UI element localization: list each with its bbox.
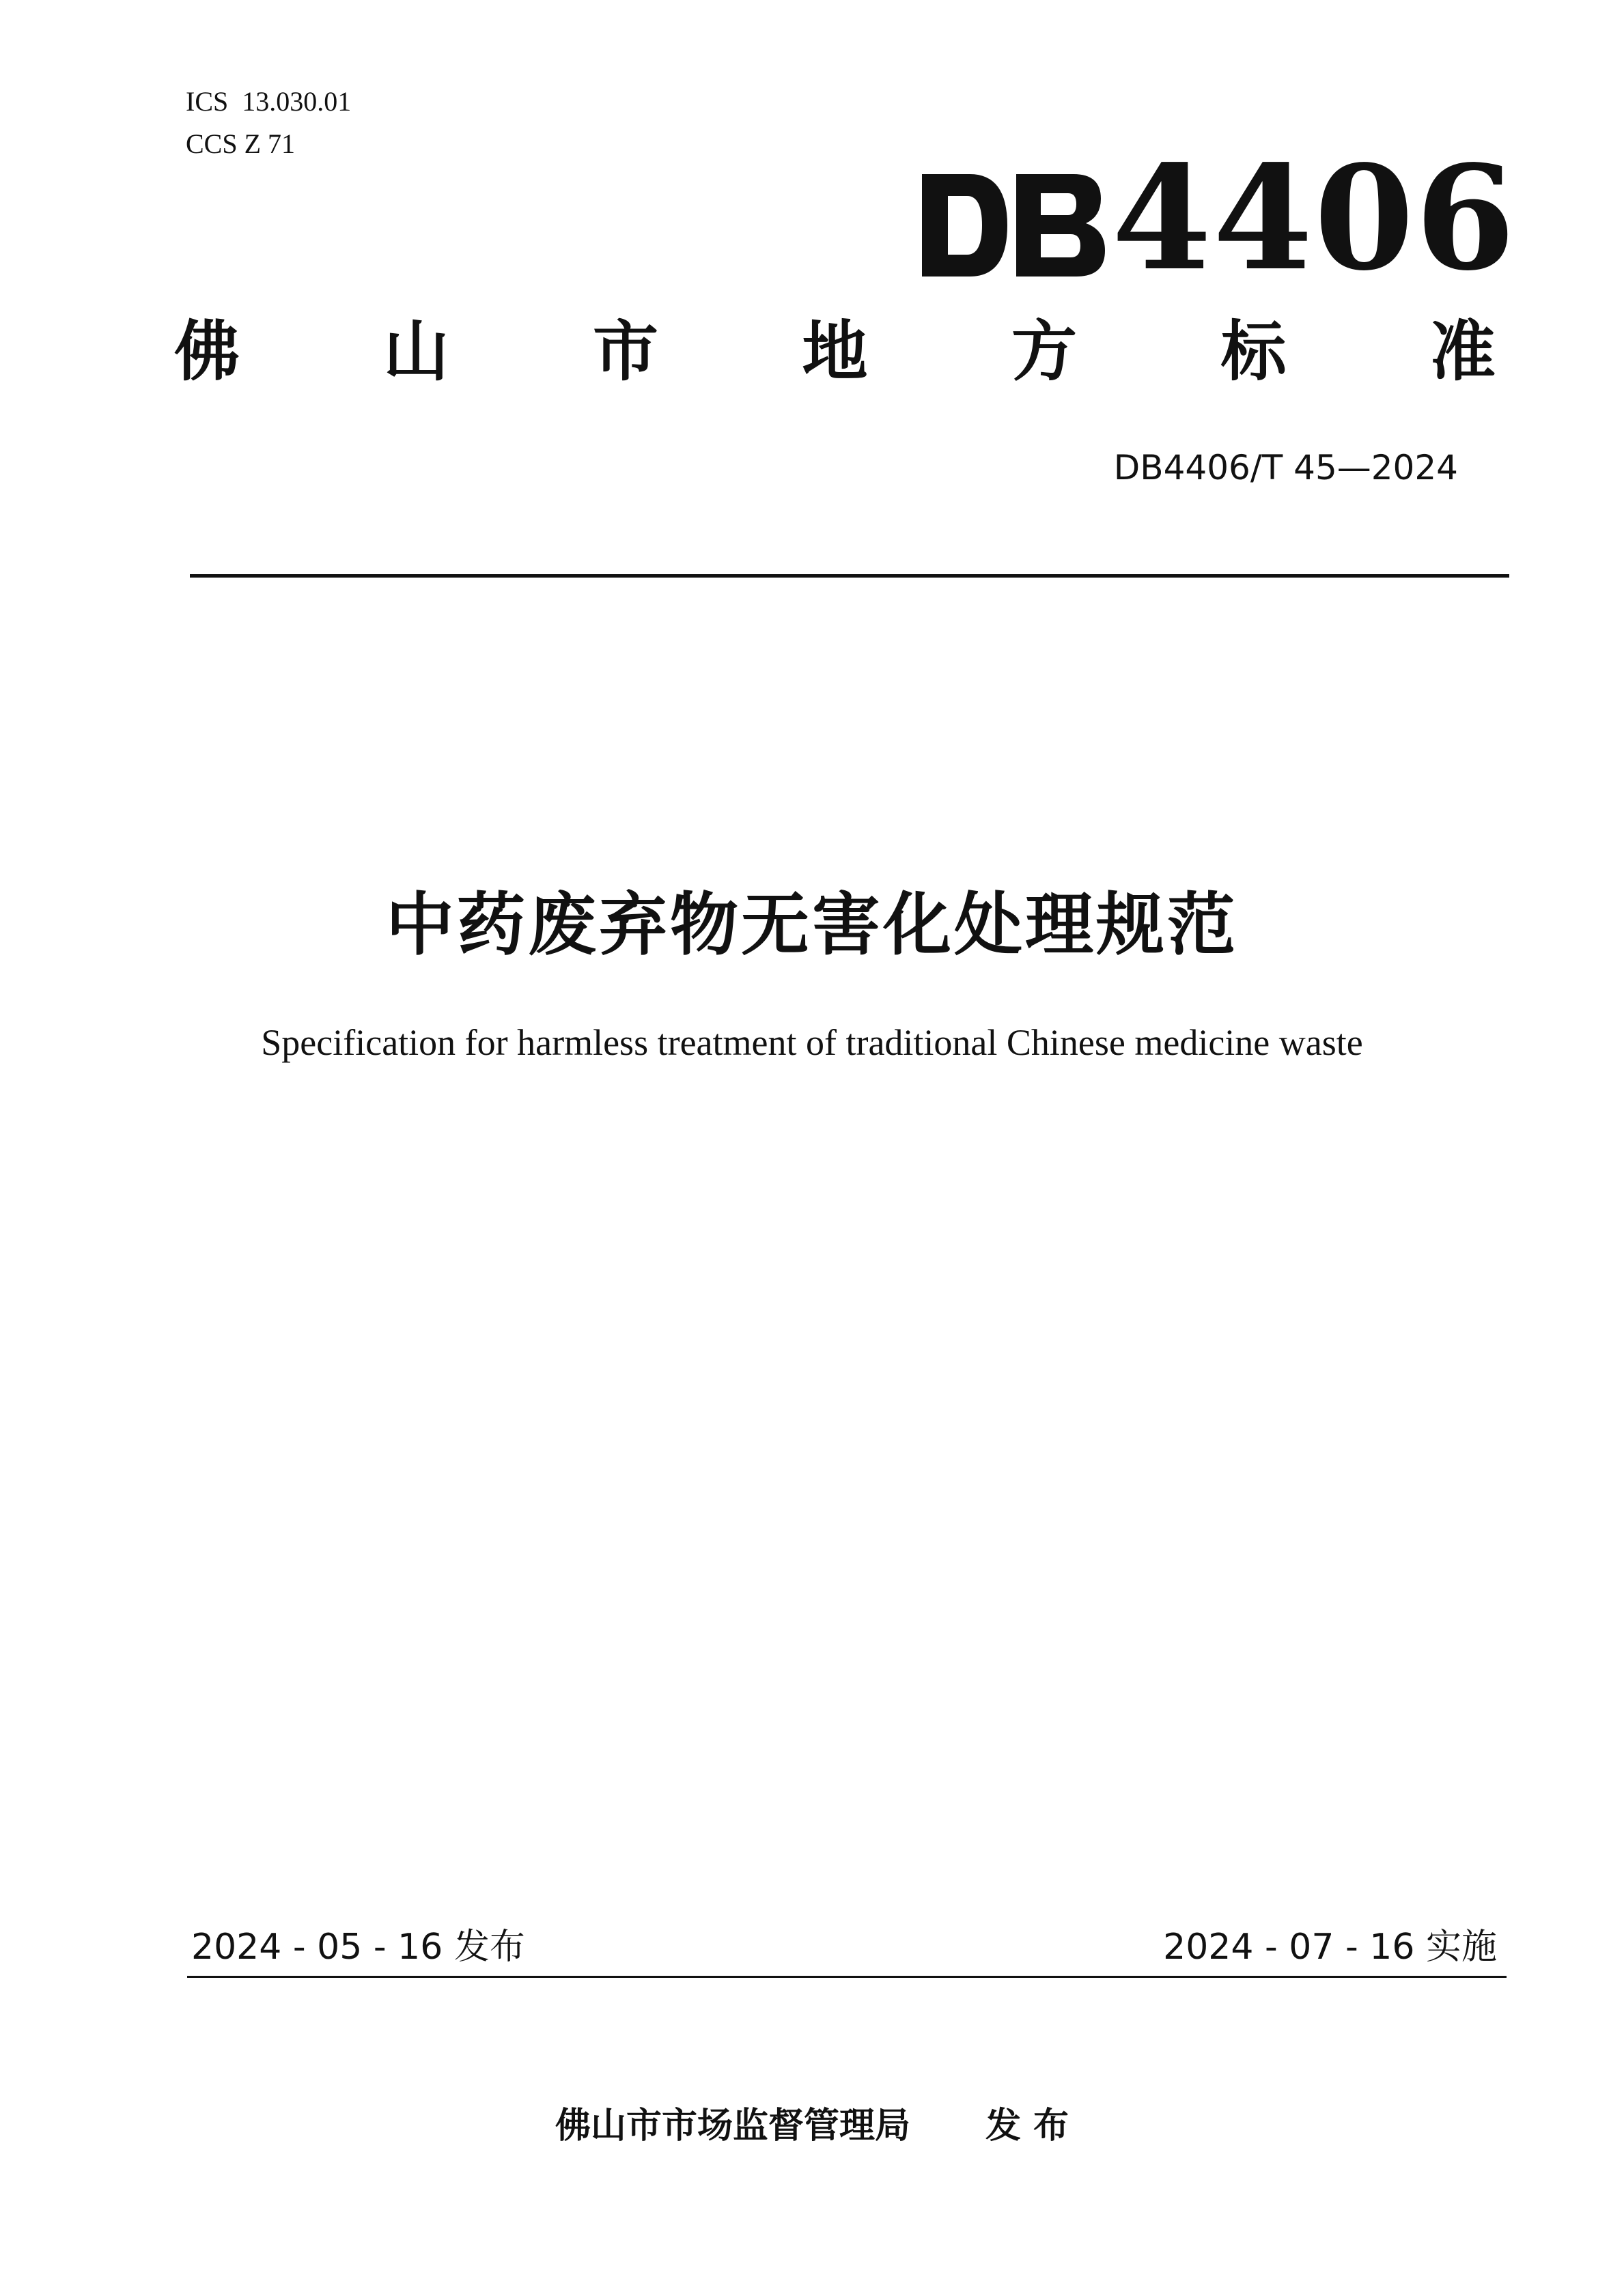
standard-level-char: 地 — [802, 313, 868, 390]
title-english: Specification for harmless treatment of traditional Chinese medicine waste — [261, 1022, 1363, 1063]
db-logo — [922, 134, 1517, 302]
bottom-divider — [187, 1976, 1507, 1978]
issuer-action: 发 布 — [985, 2106, 1069, 2146]
implement-date: 2024 - 07 - 16 实施 — [1163, 1927, 1497, 1968]
issuer-line — [0, 2101, 1624, 2151]
standard-level-char: 准 — [1430, 313, 1496, 390]
ccs-code: CCS Z 71 — [186, 128, 296, 159]
standard-level-char: 市 — [593, 313, 658, 390]
db-logo-letters — [922, 174, 1106, 277]
issuer-name: 佛山市市场监督管理局 — [555, 2106, 910, 2146]
standard-level-char: 佛 — [174, 313, 240, 390]
db-logo-number: 4406 — [1112, 134, 1517, 302]
standard-level-char: 山 — [383, 313, 449, 390]
standard-level-char: 标 — [1220, 313, 1287, 390]
classification-codes — [186, 81, 351, 165]
standard-level-char: 方 — [1011, 313, 1077, 390]
standard-level-heading — [174, 311, 1496, 393]
publish-date: 2024 - 05 - 16 发布 — [191, 1927, 525, 1968]
standard-code: DB4406/T 45—2024 — [1113, 448, 1458, 487]
ics-code: ICS 13.030.01 — [186, 86, 352, 117]
top-divider — [190, 574, 1509, 578]
title-chinese: 中药废弃物无害化处理规范 — [386, 885, 1238, 965]
